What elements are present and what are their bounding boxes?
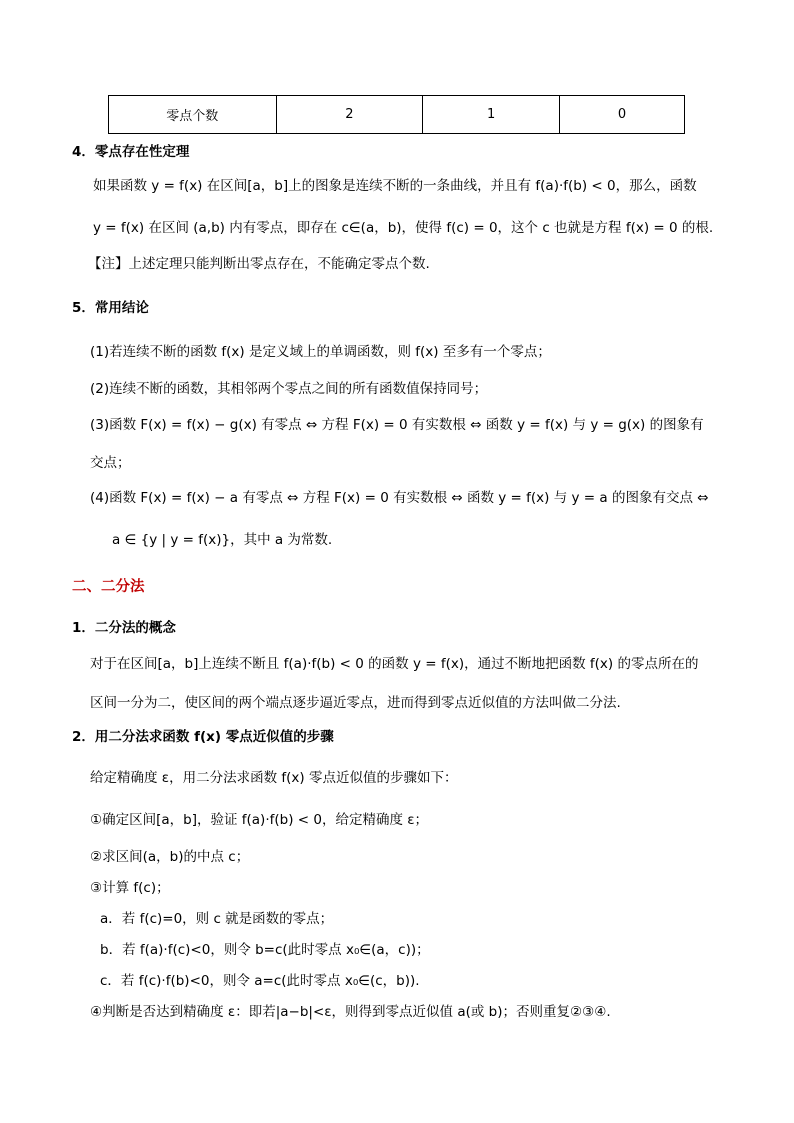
bisection-concept-title: 1．二分法的概念 — [72, 620, 176, 636]
bisection-step-1: ①确定区间[a，b]，验证 f(a)·f(b) < 0，给定精确度 ε； — [90, 812, 429, 828]
zero-count-table-grid — [108, 95, 685, 134]
conclusion-item-4-cont: a ∈ {y | y = f(x)}，其中 a 为常数. — [112, 532, 333, 548]
bisection-step-3b: b．若 f(a)·f(c)<0，则令 b=c(此时零点 x₀∈(a，c))； — [100, 942, 430, 958]
conclusion-item-1: (1)若连续不断的函数 f(x) 是定义域上的单调函数，则 f(x) 至多有一个零点； — [90, 344, 551, 360]
bisection-concept-p2: 区间一分为二，使区间的两个端点逐步逼近零点，进而得到零点近似值的方法叫做二分法. — [90, 695, 621, 711]
conclusion-item-3: (3)函数 F(x) = f(x) − g(x) 有零点 ⇔ 方程 F(x) = 0 有实数根 ⇔ 函数 y = f(x) 与 y = g(x) 的图象有 — [90, 417, 704, 433]
conclusion-item-3-cont: 交点； — [90, 455, 131, 471]
section-4-paragraph-1: 如果函数 y = f(x) 在区间[a，b]上的图象是连续不断的一条曲线，并且有 f(a)·f(b) < 0，那么，函数 — [93, 178, 697, 194]
bisection-concept-p1: 对于在区间[a，b]上连续不断且 f(a)·f(b) < 0 的函数 y = f(x)，通过不断地把函数 f(x) 的零点所在的 — [90, 656, 699, 672]
section-4-title: 4．零点存在性定理 — [72, 144, 190, 160]
bisection-step-4: ④判断是否达到精确度 ε：即若|a−b|<ε，则得到零点近似值 a(或 b)；否则重复②③④. — [90, 1004, 611, 1020]
conclusion-item-4: (4)函数 F(x) = f(x) − a 有零点 ⇔ 方程 F(x) = 0 有实数根 ⇔ 函数 y = f(x) 与 y = a 的图象有交点 ⇔ — [90, 490, 709, 506]
table-cell: 2 — [276, 96, 423, 134]
table-row — [109, 96, 685, 134]
table-cell-label: 零点个数 — [109, 96, 277, 134]
section-5-title: 5．常用结论 — [72, 300, 149, 316]
section-4-paragraph-2: y = f(x) 在区间 (a,b) 内有零点，即存在 c∈(a，b)，使得 f(c) = 0，这个 c 也就是方程 f(x) = 0 的根. — [93, 220, 714, 236]
section-4-note: 【注】上述定理只能判断出零点存在，不能确定零点个数. — [88, 256, 430, 272]
conclusion-item-2: (2)连续不断的函数，其相邻两个零点之间的所有函数值保持同号； — [90, 381, 488, 397]
bisection-steps-title: 2．用二分法求函数 f(x) 零点近似值的步骤 — [72, 729, 334, 745]
part-2-heading: 二、二分法 — [72, 579, 145, 595]
zero-count-table — [108, 95, 685, 134]
table-cell: 1 — [423, 96, 560, 134]
bisection-step-2: ②求区间(a，b)的中点 c； — [90, 849, 250, 865]
table-cell: 0 — [560, 96, 685, 134]
bisection-step-3c: c．若 f(c)·f(b)<0，则令 a=c(此时零点 x₀∈(c，b)). — [100, 973, 420, 989]
bisection-step-3: ③计算 f(c)； — [90, 880, 170, 896]
bisection-step-3a: a．若 f(c)=0，则 c 就是函数的零点； — [100, 911, 334, 927]
bisection-steps-intro: 给定精确度 ε，用二分法求函数 f(x) 零点近似值的步骤如下： — [90, 770, 458, 786]
